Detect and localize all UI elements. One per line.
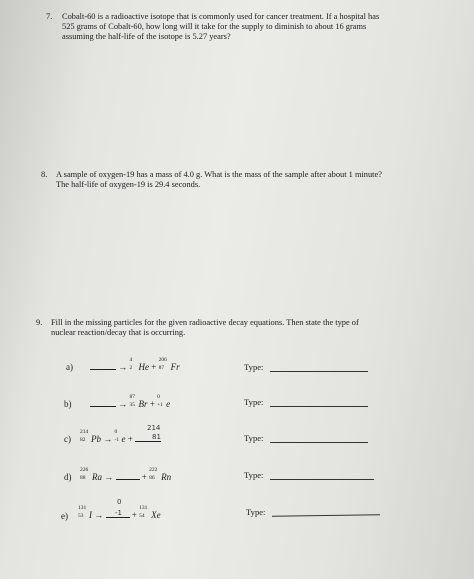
q9e-equation: 131 53 I → + 131 54 Xe: [78, 505, 161, 520]
q9a-type-field[interactable]: [270, 371, 368, 372]
q9c-equation: 214 82 Pb → 0 -1 e +: [80, 434, 161, 444]
q9a-equation: → 4 2 He + 206 87 Fr: [90, 362, 180, 372]
q9e-nuclide-2: 131 54 Xe: [139, 505, 161, 520]
q9-line-1: Fill in the missing particles for the given radioactive decay equations. Then state the type of: [51, 318, 359, 327]
q9d-type-label: Type:: [244, 470, 264, 480]
q9e-arrow: →: [94, 510, 104, 520]
q9c-handwritten-mass: 214: [147, 424, 161, 432]
q9b-nuclide-2: 0 +1 e: [157, 394, 171, 409]
q9d-blank[interactable]: [116, 479, 140, 480]
q9-text: [51, 318, 451, 338]
q8-number: 8.: [41, 170, 48, 179]
q9d-nuclide-2: 222 86 Rn: [149, 467, 172, 482]
q9d-label: d): [64, 472, 72, 482]
q9b-arrow: →: [118, 399, 128, 409]
q9d-nuclide-1: 226 88 Ra: [80, 467, 102, 482]
q9e-type-label: Type:: [246, 507, 266, 517]
q9c-label: c): [64, 434, 71, 444]
q9c-type-field[interactable]: [270, 442, 368, 443]
q9-line-2: nuclear reaction/decay that is occurring.: [51, 328, 186, 337]
q9a-nuclide-2: 206 87 Fr: [158, 357, 180, 372]
q7-text: [62, 12, 442, 42]
q8-text: [56, 170, 446, 190]
q9c-nuclide-1: 214 82 Pb: [80, 429, 101, 444]
q9e-nuclide-1: 131 53 I: [78, 505, 92, 520]
q9d-arrow: →: [104, 472, 114, 482]
q9b-label: b): [64, 399, 72, 409]
q9c-blank[interactable]: [135, 441, 161, 442]
q9b-equation: → 87 35 Br + 0 +1 e: [90, 399, 170, 409]
q7-number: 7.: [46, 12, 53, 21]
q9a-type-label: Type:: [244, 362, 264, 372]
q8-line-2: The half-life of oxygen-19 is 29.4 seconds.: [56, 180, 201, 189]
q9d-equation: 226 88 Ra → + 222 86 Rn: [80, 467, 172, 482]
q9e-handwritten-atomic: -1: [115, 509, 122, 517]
q9c-nuclide-2: 0 -1 e: [114, 429, 126, 444]
q7-line-3: assuming the half-life of the isotope is 5.27 years?: [62, 32, 231, 41]
q9e-handwritten-mass: 0: [117, 498, 122, 506]
q9a-arrow: →: [118, 362, 128, 372]
q9b-type-label: Type:: [244, 397, 264, 407]
q9a-blank[interactable]: [90, 369, 116, 370]
q9a-nuclide-1: 4 2 He: [129, 357, 149, 372]
q9b-type-field[interactable]: [270, 406, 368, 407]
q9a-label: a): [66, 362, 73, 372]
q9-number: 9.: [36, 318, 43, 327]
q9b-blank[interactable]: [90, 406, 116, 407]
q9b-nuclide-1: 87 35 Br: [129, 394, 148, 409]
q9c-arrow: →: [103, 434, 113, 444]
q7-line-2: 525 grams of Cobalt-60, how long will it take for the supply to diminish to about 16 grams: [62, 22, 367, 31]
q7-line-1: Cobalt-60 is a radioactive isotope that is commonly used for cancer treatment. If a hospital has: [62, 12, 380, 21]
q9e-label: e): [61, 511, 68, 521]
q9e-type-field[interactable]: [272, 514, 380, 517]
q9e-blank[interactable]: [106, 517, 130, 518]
q9d-type-field[interactable]: [270, 479, 374, 480]
q9c-handwritten-atomic: 81: [152, 433, 161, 441]
q9c-type-label: Type:: [244, 433, 264, 443]
q8-line-1: A sample of oxygen-19 has a mass of 4.0 g. What is the mass of the sample after about 1 minute?: [56, 170, 382, 179]
